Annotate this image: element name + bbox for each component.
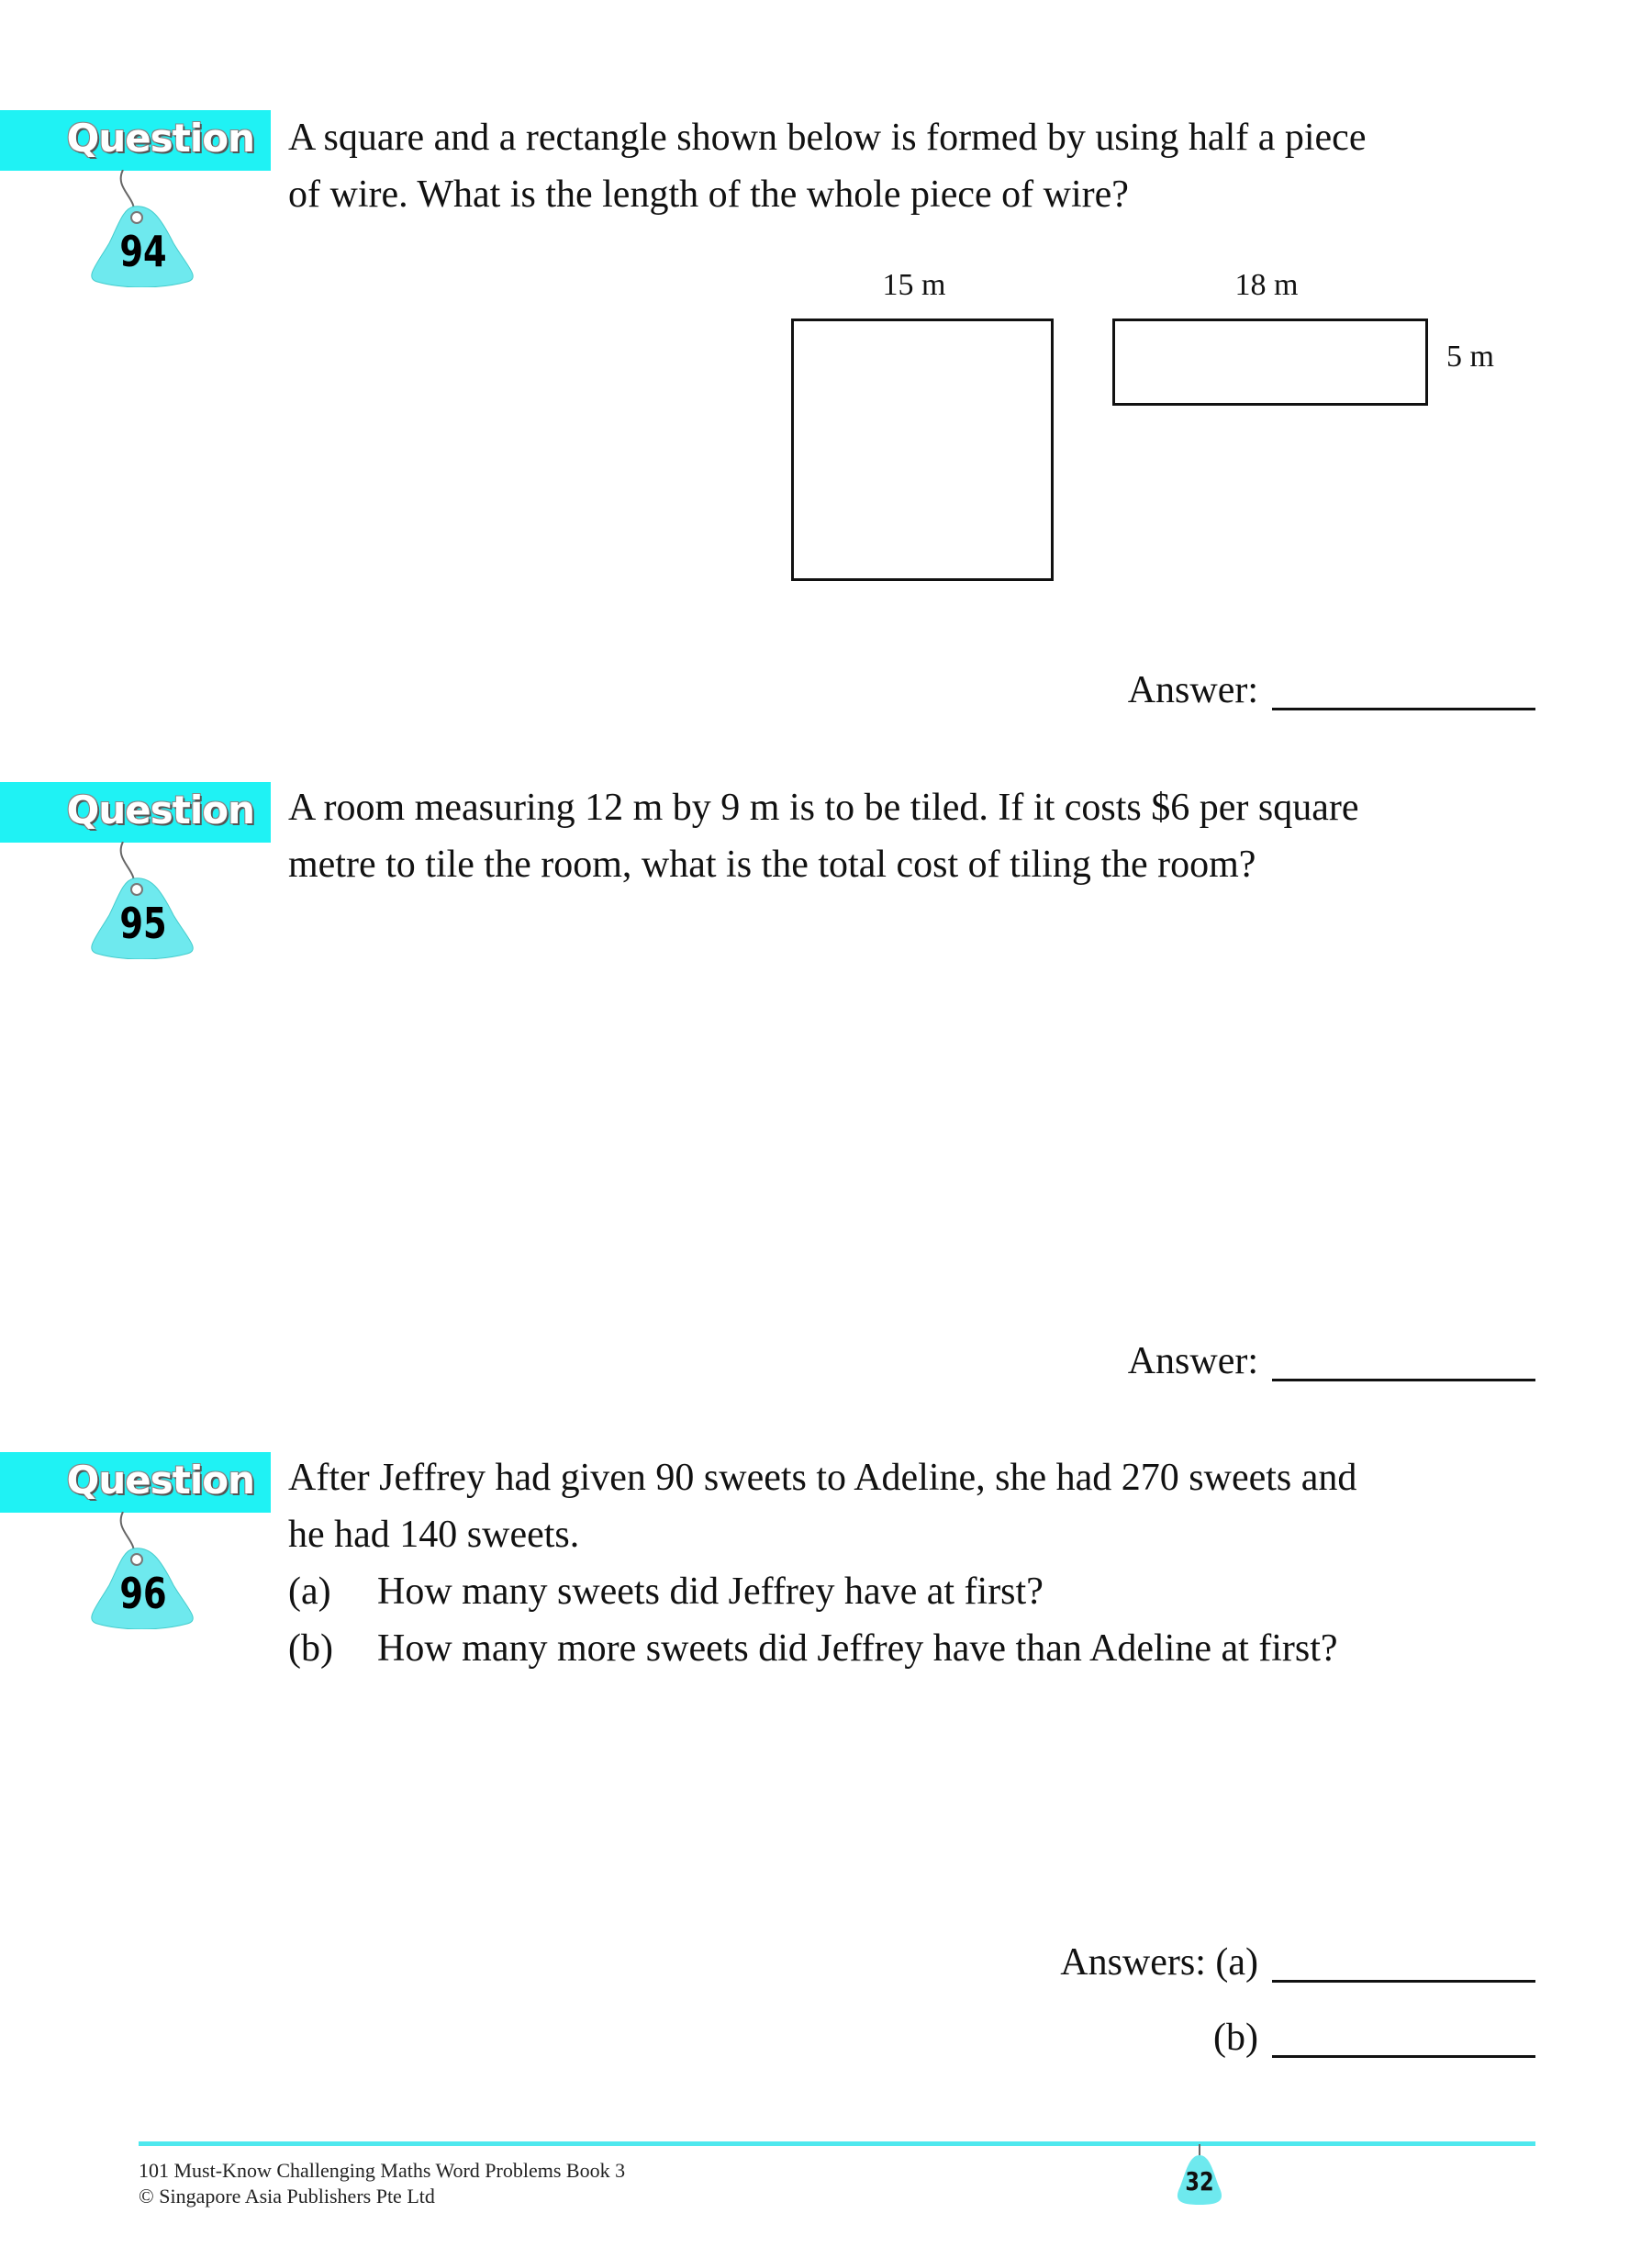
answer-blank-a[interactable] [1272,1980,1535,1983]
question-banner-96 [0,1452,271,1513]
answer-row [0,670,1535,716]
page-number-tag [1173,2144,1226,2208]
question-line: After Jeffrey had given 90 sweets to Adeline, she had 270 sweets and [288,1457,1357,1499]
rect-length-label: 18 m [1234,268,1299,302]
part-label: (b) [288,1627,333,1670]
question-line: of wire. What is the length of the whole piece of wire? [288,173,1129,216]
footer-divider [139,2141,1535,2146]
footer-copyright: © Singapore Asia Publishers Pte Ltd [139,2185,435,2208]
question-banner-95 [0,782,271,843]
answer-blank[interactable] [1272,708,1535,710]
page-number: 32 [1185,2166,1214,2197]
question-number-tag [86,1512,200,1629]
answer-row [0,1341,1535,1387]
question-line: A room measuring 12 m by 9 m is to be tiled. If it costs $6 per square [288,787,1359,829]
question-text-94 [288,109,1536,223]
answer-label-b: (b) [1213,2017,1258,2059]
square-shape [791,319,1054,581]
question-number: 96 [119,1569,167,1618]
answer-label: Answer: [1127,669,1258,711]
rect-width-label: 5 m [1446,340,1494,374]
question-banner-94 [0,110,271,171]
part-text: How many more sweets did Jeffrey have than Adeline at first? [377,1627,1338,1670]
question-text-96 [288,1449,1536,1677]
question-label: Question [66,116,254,161]
answer-blank[interactable] [1272,1379,1535,1381]
question-line: metre to tile the room, what is the total cost of tiling the room? [288,844,1256,886]
sub-question-b [288,1620,1536,1677]
question-number-tag [86,842,200,959]
answer-row-a [0,1942,1535,1988]
question-number: 94 [119,227,167,276]
square-side-label: 15 m [882,268,946,302]
answer-label: Answer: [1127,1340,1258,1382]
question-text-95 [288,779,1536,893]
question-number-tag [86,170,200,287]
question-label: Question [66,788,254,833]
part-text: How many sweets did Jeffrey have at first? [377,1571,1044,1613]
part-label: (a) [288,1571,331,1613]
answer-label-a: Answers: (a) [1060,1941,1258,1984]
question-number: 95 [119,899,167,948]
question-line: he had 140 sweets. [288,1514,580,1556]
answer-row-b [0,2018,1535,2063]
answer-blank-b[interactable] [1272,2055,1535,2058]
question-line: A square and a rectangle shown below is formed by using half a piece [288,117,1367,159]
sub-question-a [288,1563,1536,1620]
rectangle-shape [1112,319,1428,406]
question-label: Question [66,1458,254,1503]
footer-book-title: 101 Must-Know Challenging Maths Word Problems Book 3 [139,2159,626,2182]
